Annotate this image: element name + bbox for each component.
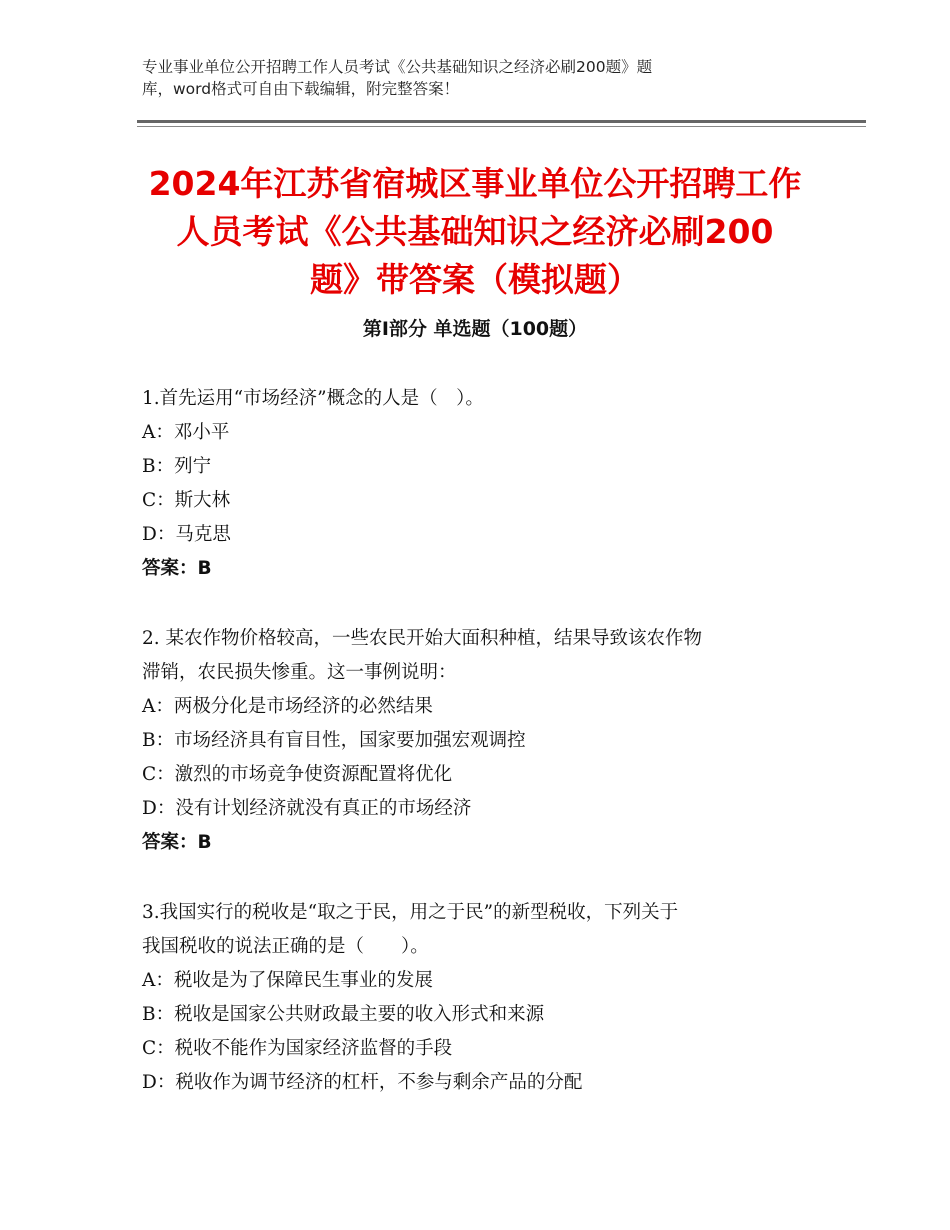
section-heading: 第Ⅰ部分 单选题（100题）: [362, 318, 588, 340]
question-stem-line-1: 2. 某农作物价格较高，一些农民开始大面积种植，结果导致该农作物: [142, 628, 703, 649]
question-stem-line-2: 我国税收的说法正确的是（ ）。: [142, 936, 429, 957]
option-a: A：两极分化是市场经济的必然结果: [142, 696, 433, 717]
option-d: D：税收作为调节经济的杠杆，不参与剩余产品的分配: [142, 1072, 583, 1093]
page-header: [142, 56, 802, 100]
option-c: C：税收不能作为国家经济监督的手段: [142, 1038, 453, 1059]
option-d: D：没有计划经济就没有真正的市场经济: [142, 798, 472, 819]
question-stem: 1.首先运用“市场经济”概念的人是（ ）。: [142, 388, 484, 409]
header-rule-thick: [137, 120, 866, 123]
header-rule-thin: [137, 126, 866, 127]
answer: 答案：B: [142, 558, 212, 579]
option-a: A：邓小平: [142, 422, 230, 443]
question-list: [142, 382, 822, 1136]
option-c: C：激烈的市场竞争使资源配置将优化: [142, 764, 453, 785]
question-1: [142, 382, 822, 586]
title-line-3: 题》带答案（模拟题）: [310, 260, 640, 299]
answer: 答案：B: [142, 832, 212, 853]
question-2: [142, 622, 822, 860]
document-title: [90, 160, 860, 304]
header-line-1: 专业事业单位公开招聘工作人员考试《公共基础知识之经济必刷200题》题: [142, 58, 653, 76]
header-line-2: 库，word格式可自由下载编辑，附完整答案！: [142, 80, 460, 98]
question-3: [142, 896, 822, 1100]
title-line-2: 人员考试《公共基础知识之经济必刷200: [176, 212, 774, 251]
option-c: C：斯大林: [142, 490, 231, 511]
option-a: A：税收是为了保障民生事业的发展: [142, 970, 433, 991]
question-stem-line-2: 滞销，农民损失惨重。这一事例说明：: [142, 662, 457, 683]
option-b: B：市场经济具有盲目性，国家要加强宏观调控: [142, 730, 526, 751]
option-b: B：税收是国家公共财政最主要的收入形式和来源: [142, 1004, 545, 1025]
option-b: B：列宁: [142, 456, 212, 477]
title-line-1: 2024年江苏省宿城区事业单位公开招聘工作: [148, 164, 802, 203]
option-d: D：马克思: [142, 524, 231, 545]
question-stem-line-1: 3.我国实行的税收是“取之于民，用之于民”的新型税收，下列关于: [142, 902, 679, 923]
